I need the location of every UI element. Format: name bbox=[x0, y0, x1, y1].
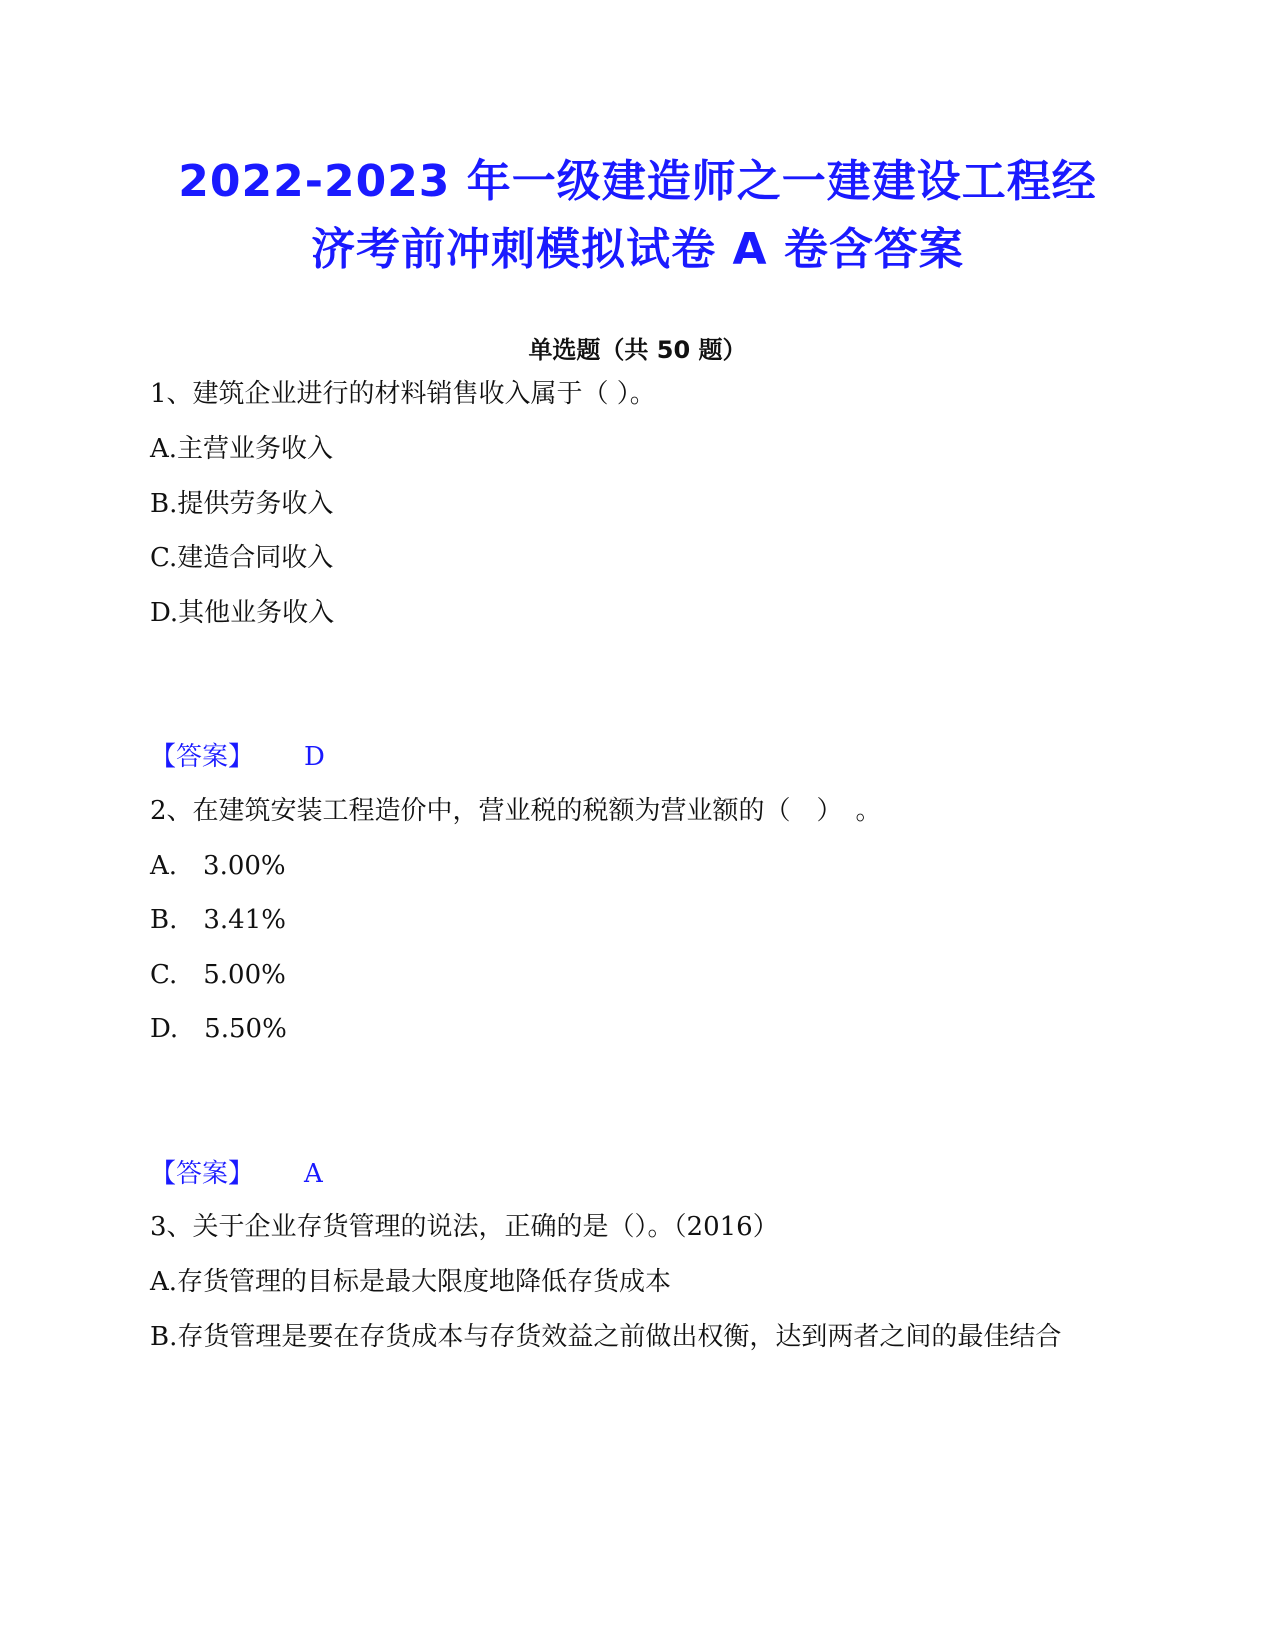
question-3-option-b: B.存货管理是要在存货成本与存货效益之前做出权衡，达到两者之间的最佳结合 bbox=[150, 1322, 1062, 1352]
answer-tag: 【答案】 bbox=[150, 742, 255, 772]
question-2-stem: 2、在建筑安装工程造价中，营业税的税额为营业额的（ ） 。 bbox=[150, 796, 882, 826]
question-3-option-a: A.存货管理的目标是最大限度地降低存货成本 bbox=[150, 1267, 672, 1297]
question-1-answer bbox=[150, 738, 325, 776]
question-1-option-d: D.其他业务收入 bbox=[150, 598, 335, 628]
document-title-line-2: 济考前冲刺模拟试卷 A 卷含答案 bbox=[311, 224, 964, 275]
question-3-stem: 3、关于企业存货管理的说法，正确的是（）。（2016） bbox=[150, 1212, 779, 1242]
question-1-option-a: A.主营业务收入 bbox=[150, 434, 334, 464]
question-2-option-a: A. 3.00% bbox=[150, 851, 286, 881]
answer-value: A bbox=[304, 1159, 323, 1189]
question-2-option-c: C. 5.00% bbox=[150, 960, 286, 990]
question-1-stem: 1、建筑企业进行的材料销售收入属于（ ）。 bbox=[150, 379, 656, 409]
answer-value: D bbox=[304, 742, 325, 772]
section-heading: 单选题（共 50 题） bbox=[528, 336, 747, 364]
question-1-option-c: C.建造合同收入 bbox=[150, 543, 334, 573]
question-2-option-d: D. 5.50% bbox=[150, 1014, 287, 1044]
document-title-line-1: 2022-2023 年一级建造师之一建建设工程经 bbox=[178, 156, 1097, 207]
question-2-option-b: B. 3.41% bbox=[150, 905, 286, 935]
question-1-option-b: B.提供劳务收入 bbox=[150, 489, 334, 519]
answer-tag: 【答案】 bbox=[150, 1159, 255, 1189]
question-2-answer bbox=[150, 1155, 323, 1193]
